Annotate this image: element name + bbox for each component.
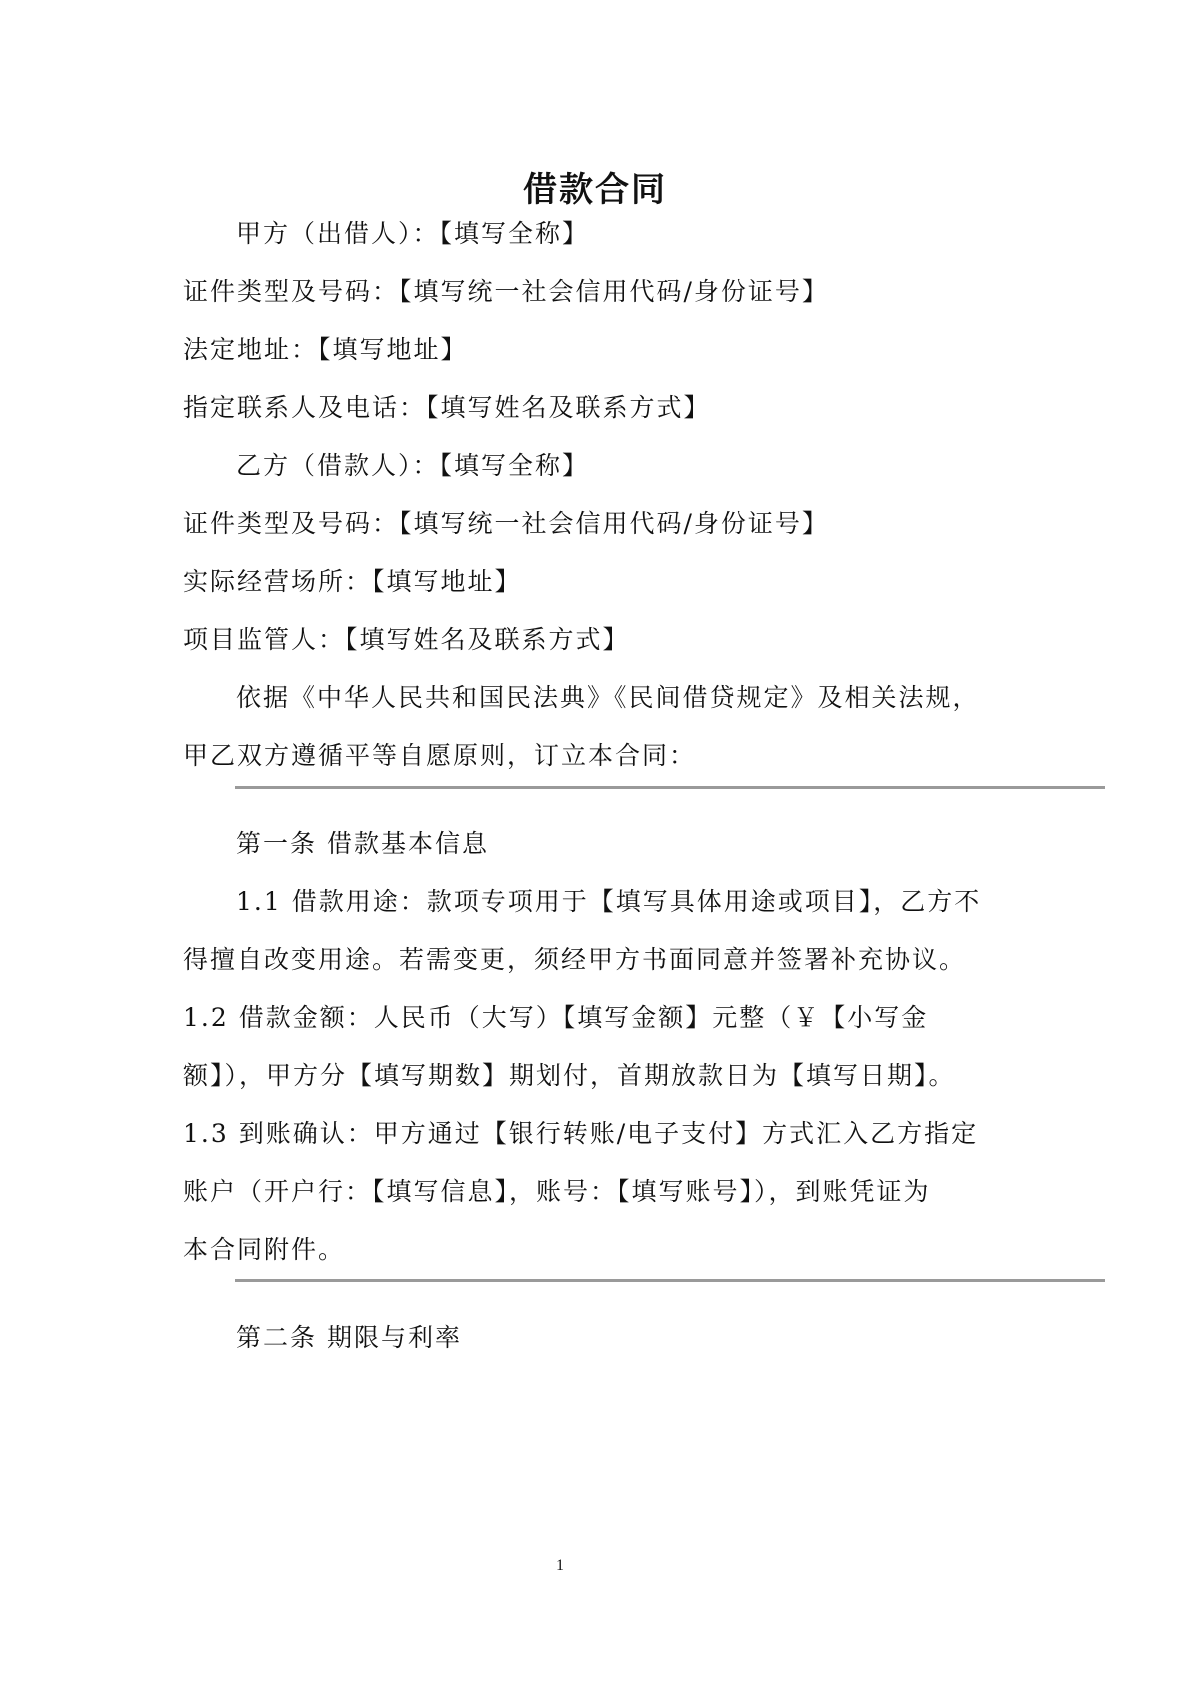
- preamble-line: 甲乙双方遵循平等自愿原则，订立本合同：: [183, 741, 697, 770]
- article-1-line: 1.2 借款金额：人民币（大写）【填写金额】元整（￥【小写金: [183, 1003, 929, 1032]
- party-b-name: 乙方（借款人）：【填写全称】: [236, 451, 590, 480]
- party-a-address: 法定地址：【填写地址】: [183, 335, 468, 364]
- article-1-line: 额】），甲方分【填写期数】期划付，首期放款日为【填写日期】。: [183, 1061, 956, 1090]
- section-divider: [235, 786, 1105, 789]
- article-1-line: 账户（开户行：【填写信息】，账号：【填写账号】），到账凭证为: [183, 1177, 931, 1206]
- article-2-heading: 第二条 期限与利率: [236, 1323, 462, 1352]
- contract-title: 借款合同: [523, 170, 667, 210]
- party-b-address: 实际经营场所：【填写地址】: [183, 567, 522, 596]
- party-b-id: 证件类型及号码：【填写统一社会信用代码/身份证号】: [183, 509, 829, 538]
- article-1-line: 本合同附件。: [183, 1235, 346, 1264]
- preamble-line: 依据《中华人民共和国民法典》《民间借贷规定》及相关法规，: [236, 683, 980, 712]
- party-a-contact: 指定联系人及电话：【填写姓名及联系方式】: [183, 393, 711, 422]
- article-1-line: 得擅自改变用途。若需变更，须经甲方书面同意并签署补充协议。: [183, 945, 967, 974]
- article-1-heading: 第一条 借款基本信息: [236, 829, 489, 858]
- party-b-supervisor: 项目监管人：【填写姓名及联系方式】: [183, 625, 630, 654]
- article-1-line: 1.3 到账确认：甲方通过【银行转账/电子支付】方式汇入乙方指定: [183, 1119, 979, 1148]
- article-1-line: 1.1 借款用途：款项专项用于【填写具体用途或项目】，乙方不: [236, 887, 982, 916]
- section-divider: [235, 1279, 1105, 1282]
- page-number: 1: [556, 1557, 564, 1574]
- party-a-id: 证件类型及号码：【填写统一社会信用代码/身份证号】: [183, 277, 829, 306]
- party-a-name: 甲方（出借人）：【填写全称】: [236, 219, 590, 248]
